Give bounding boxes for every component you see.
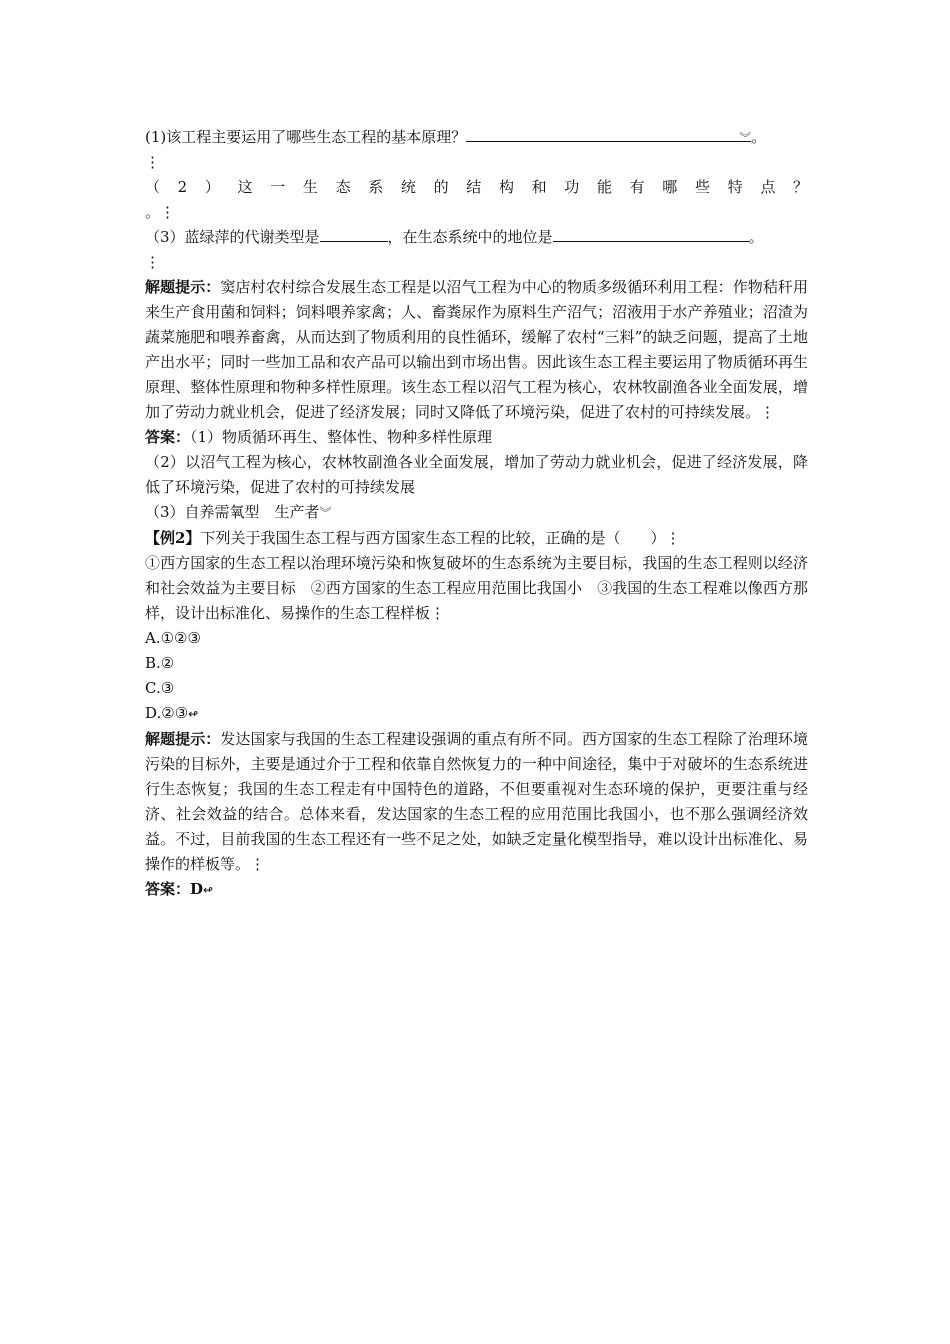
dots-mark-icon: ⋮ (665, 529, 681, 547)
option-d-text: D.②③ (145, 704, 189, 722)
hook-mark-icon: ↫ (203, 883, 214, 897)
example-2-text: 下列关于我国生态工程与西方国家生态工程的比较，正确的是（ ） (200, 529, 666, 547)
answer-blank-1[interactable] (466, 126, 752, 145)
answer-blank-3[interactable] (553, 226, 749, 242)
hint-1 (145, 275, 808, 425)
question-1 (145, 125, 808, 150)
dots-mark-icon: ⋮ (760, 403, 776, 421)
option-d[interactable] (145, 701, 808, 727)
example-2-header (145, 526, 808, 551)
question-2 (145, 175, 808, 200)
example-2-statements: ①西方国家的生态工程以治理环境污染和恢复破坏的生态系统为主要目标，我国的生态工程则以经济和社会效益为主要目标 ②西方国家的生态工程应用范围比我国小 ③我国的生态工程难以像西方那样，设计出标准化、易操作的生态工程样板 (145, 554, 808, 622)
dots-mark-icon: ⋮ (160, 203, 176, 221)
option-b[interactable]: B.② (145, 654, 175, 672)
question-3-part-a: （3）蓝绿萍的代谢类型是 (145, 228, 320, 246)
answer-1-part-2: （2）以沼气工程为核心，农林牧副渔各业全面发展，增加了劳动力就业机会，促进了经济发展，降低了环境污染，促进了农村的可持续发展 (145, 453, 808, 496)
dots-mark-icon: ⋮ (145, 153, 160, 171)
hint-2 (145, 727, 808, 877)
hint-1-label: 解题提示： (145, 278, 221, 296)
question-2-text: （2）这一生态系统的结构和功能有哪些特点？ (145, 178, 808, 196)
hint-2-label: 解题提示： (145, 730, 221, 748)
hint-2-text: 发达国家与我国的生态工程建设强调的重点有所不同。西方国家的生态工程除了治理环境污染的目标外，主要是通过介于工程和依靠自然恢复力的一种中间途径，集中于对破坏的生态系统进行生态恢复；我国的生态工程走有中国特色的道路，不但要重视对生态环境的保护，更要注重与经济、社会效益的结合。总体来看，发达国家的生态工程的应用范围比我国小，也不那么强调经济效益。不过，目前我国的生态工程还有一些不足之处，如缺乏定量化模型指导，难以设计出标准化、易操作的样板等。 (145, 730, 808, 873)
dots-mark-icon: ⋮ (250, 855, 266, 873)
question-1-tail: 。 (751, 128, 767, 146)
answer-1-line-1 (145, 425, 808, 450)
answer-2 (145, 877, 808, 903)
document-page (145, 125, 808, 903)
answer-1-label: 答案： (145, 428, 191, 446)
answer-2-text: D (190, 880, 204, 898)
hook-mark-icon: ↫ (188, 707, 199, 721)
chevron-mark-icon: ︾ (739, 131, 752, 145)
answer-1-line-3 (145, 500, 808, 526)
question-1-text: (1)该工程主要运用了哪些生态工程的基本原理？ (145, 128, 467, 146)
dots-mark-icon: ⋮ (430, 604, 446, 622)
answer-1-part-1: （1）物质循环再生、整体性、物种多样性原理 (190, 428, 493, 446)
question-3-part-b: ，在生态系统中的地位是 (387, 228, 553, 246)
question-2-tail: 。 (145, 203, 161, 221)
question-3-tail: 。 (748, 228, 764, 246)
answer-2-label: 答案： (145, 880, 191, 898)
dots-mark-icon: ⋮ (145, 253, 160, 271)
question-3 (145, 225, 808, 250)
answer-1-part-3: （3）自养需氧型 生产者 (145, 503, 320, 521)
question-2-tail-line (145, 200, 808, 225)
answer-blank-2[interactable] (320, 226, 388, 242)
hint-1-text: 窦店村农村综合发展生态工程是以沼气工程为中心的物质多级循环利用工程：作物秸秆用来生产食用菌和饲料；饲料喂养家禽；人、畜粪尿作为原料生产沼气；沼液用于水产养殖业；沼渣为蔬菜施肥和喂养畜禽，从而达到了物质利用的良性循环，缓解了农村“三料”的缺乏问题，提高了土地产出水平；同时一些加工品和农产品可以输出到市场出售。因此该生态工程主要运用了物质循环再生原理、整体性原理和物种多样性原理。该生态工程以沼气工程为核心，农林牧副渔各业全面发展，增加了劳动力就业机会，促进了经济发展；同时又降低了环境污染，促进了农村的可持续发展。 (145, 278, 808, 421)
example-2-body (145, 551, 808, 626)
chevron-mark-icon: ︾ (319, 506, 332, 520)
example-2-label: 【例2】 (145, 529, 201, 547)
option-c[interactable]: C.③ (145, 679, 175, 697)
option-a[interactable]: A.①②③ (145, 629, 201, 647)
